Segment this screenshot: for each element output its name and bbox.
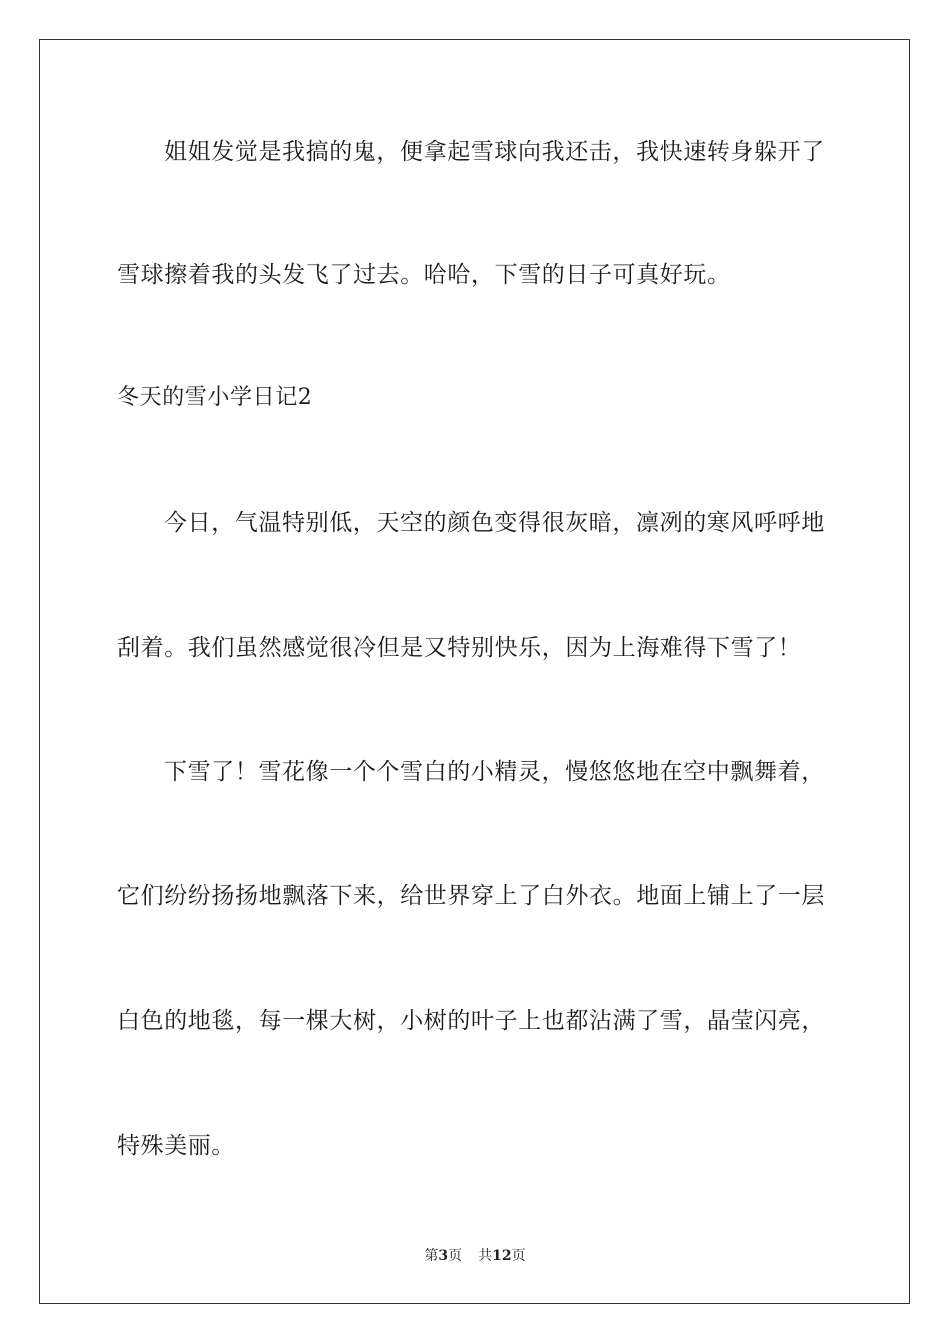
- paragraph-line: 下雪了！雪花像一个个雪白的小精灵，慢悠悠地在空中飘舞着，: [164, 759, 825, 785]
- page-number: 3: [438, 1248, 449, 1264]
- page-frame: [39, 39, 910, 1304]
- paragraph-line: 刮着。我们虽然感觉很冷但是又特别快乐，因为上海难得下雪了！: [117, 635, 802, 661]
- paragraph-line: 它们纷纷扬扬地飘落下来，给世界穿上了白外衣。地面上铺上了一层: [117, 883, 825, 909]
- total-prefix: 共: [478, 1248, 493, 1264]
- page-suffix: 页: [448, 1248, 463, 1264]
- page-prefix: 第: [424, 1248, 439, 1264]
- section-heading: 冬天的雪小学日记2: [117, 385, 313, 410]
- total-suffix: 页: [511, 1248, 526, 1264]
- paragraph-line: 姐姐发觉是我搞的鬼，便拿起雪球向我还击，我快速转身躲开了: [164, 139, 825, 165]
- total-pages: 12: [492, 1248, 512, 1264]
- paragraph-line: 雪球擦着我的头发飞了过去。哈哈，下雪的日子可真好玩。: [117, 262, 731, 288]
- paragraph-line: 特殊美丽。: [117, 1133, 235, 1159]
- paragraph-line: 白色的地毯，每一棵大树，小树的叶子上也都沾满了雪，晶莹闪亮，: [117, 1008, 825, 1034]
- paragraph-line: 今日，气温特别低，天空的颜色变得很灰暗，凛冽的寒风呼呼地: [164, 510, 825, 536]
- page-footer: [0, 1247, 950, 1265]
